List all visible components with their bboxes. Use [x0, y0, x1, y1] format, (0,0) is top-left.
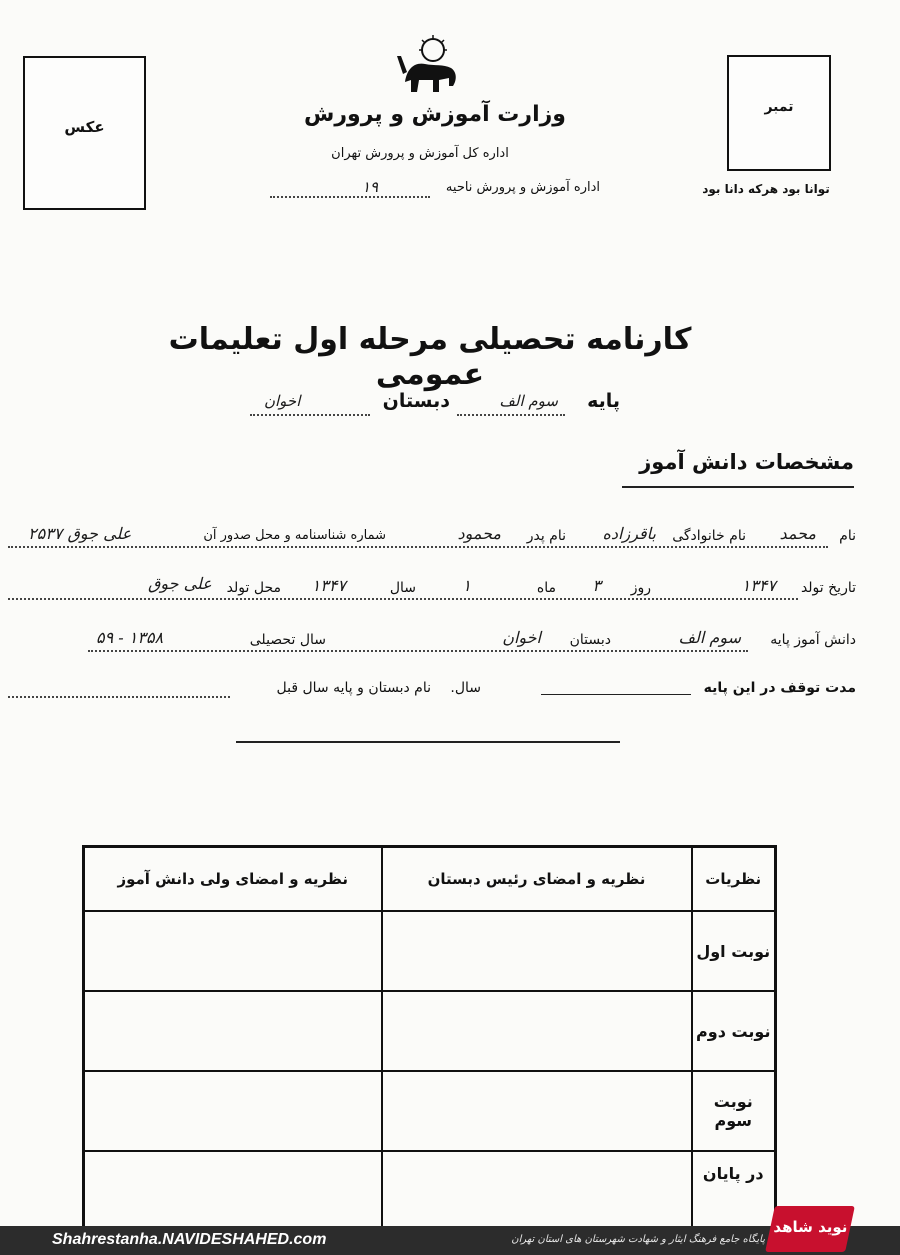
general-office: اداره کل آموزش و پرورش تهران: [331, 146, 509, 161]
school-label: دبستان: [569, 632, 611, 648]
father-label: نام پدر: [526, 528, 566, 544]
report-card-title: کارنامه تحصیلی مرحله اول تعلیمات عمومی: [168, 322, 692, 392]
district-office-label: اداره آموزش و پرورش ناحیه: [445, 180, 600, 195]
district-office-row: [270, 180, 600, 202]
grade-value: سوم الف: [678, 628, 741, 647]
guardian-cell[interactable]: [84, 1071, 382, 1151]
logo-text: نوید شاهد: [773, 1218, 848, 1236]
photo-label: عکس: [64, 118, 105, 136]
prev-school-label: نام دبستان و پایه سال قبل: [276, 680, 431, 696]
motto: توانا بود هرکه دانا بود: [702, 182, 830, 196]
birth-place-label: محل تولد: [226, 580, 281, 596]
month-label: ماه: [536, 580, 556, 596]
family-label: نام خانوادگی: [672, 528, 746, 544]
grade-label: دانش آموز پایه: [770, 632, 856, 648]
table-row: [84, 1151, 776, 1232]
col-opinions: نظریات: [692, 847, 776, 912]
principal-cell[interactable]: [382, 911, 692, 991]
title-grade-school: [250, 390, 620, 422]
row-label: نوبت دوم: [692, 991, 776, 1071]
father-value: محمود: [457, 524, 501, 543]
title-grade-value: سوم الف: [499, 392, 558, 410]
year-value: ۱۳۴۷: [311, 576, 346, 595]
site-footer: [0, 1218, 900, 1255]
stamp-label: تمبر: [764, 99, 794, 115]
student-row-stay: [8, 680, 856, 706]
site-url[interactable]: Shahrestanha.NAVIDESHAHED.com: [52, 1231, 327, 1248]
title-grade-label: پایه: [587, 390, 620, 412]
table-row: [84, 911, 776, 991]
ministry-title: وزارت آموزش و پرورش: [304, 102, 566, 127]
row-label: نوبت اول: [692, 911, 776, 991]
principal-cell[interactable]: [382, 991, 692, 1071]
name-label: نام: [839, 528, 856, 544]
table-row: [84, 1071, 776, 1151]
year-label: سال: [389, 580, 416, 596]
day-value: ۳: [592, 576, 601, 595]
lion-and-sun-emblem-icon: [395, 34, 465, 96]
student-row-grade: [8, 628, 856, 658]
name-value: محمد: [779, 524, 816, 543]
birth-place-value: علی جوق: [148, 574, 212, 593]
principal-cell[interactable]: [382, 1071, 692, 1151]
col-principal: نظریه و امضای رئیس دبستان: [382, 847, 692, 912]
row-label: نوبت سوم: [692, 1071, 776, 1151]
birth-date-value: ۱۳۴۷: [741, 576, 776, 595]
table-row: [84, 991, 776, 1071]
portal-text: پایگاه جامع فرهنگ ایثار و شهادت شهرستان های استان تهران: [511, 1234, 765, 1245]
birth-date-label: تاریخ تولد: [800, 580, 856, 596]
family-value: باقرزاده: [602, 524, 656, 543]
student-row-birth: [8, 574, 856, 606]
row-label: در پایان: [692, 1151, 776, 1232]
guardian-cell[interactable]: [84, 911, 382, 991]
stamp-box: [727, 55, 831, 171]
guardian-cell[interactable]: [84, 991, 382, 1071]
evaluation-table: [82, 845, 777, 1233]
district-number: ۱۹: [362, 178, 379, 196]
stay-label: مدت توقف در این پایه: [703, 680, 856, 696]
navideshahed-logo: [765, 1206, 855, 1252]
school-value: اخوان: [502, 628, 541, 647]
stay-unit: سال.: [450, 680, 481, 696]
separator-line: [236, 741, 620, 743]
photo-box: [23, 56, 146, 210]
guardian-cell[interactable]: [84, 1151, 382, 1232]
day-label: روز: [630, 580, 651, 596]
student-section-title: مشخصات دانش آموز: [639, 450, 854, 474]
title-school-value: اخوان: [264, 392, 301, 410]
student-row-names: [8, 524, 856, 554]
id-label: شماره شناسنامه و محل صدور آن: [203, 528, 386, 543]
academic-year-value: ۵۹ - ۱۳۵۸: [96, 628, 164, 647]
col-guardian: نظریه و امضای ولی دانش آموز: [84, 847, 382, 912]
month-value: ۱: [462, 576, 471, 595]
id-value: ۲۵۳۷ علی جوق: [28, 524, 132, 543]
academic-year-label: سال تحصیلی: [249, 632, 326, 648]
title-school-label: دبستان: [382, 390, 450, 412]
principal-cell[interactable]: [382, 1151, 692, 1232]
